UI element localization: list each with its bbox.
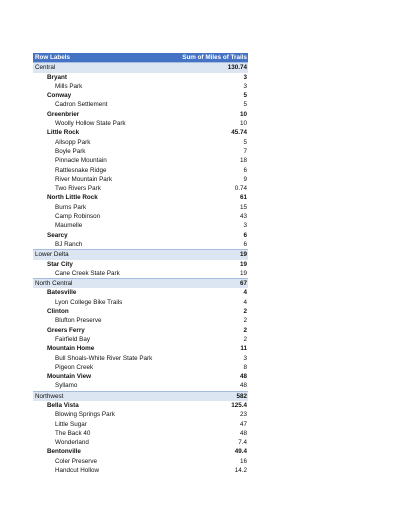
city-label[interactable]: Little Rock bbox=[47, 129, 80, 137]
city-value[interactable]: 125.4 bbox=[231, 401, 247, 409]
city-value[interactable]: 19 bbox=[239, 260, 247, 268]
city-label[interactable]: Bryant bbox=[47, 73, 67, 81]
city-value[interactable]: 11 bbox=[240, 345, 247, 353]
park-row[interactable] bbox=[33, 203, 248, 212]
city-value[interactable]: 4 bbox=[243, 289, 247, 297]
park-label[interactable]: Syllamo bbox=[55, 382, 78, 390]
region-row[interactable] bbox=[33, 279, 248, 289]
park-label[interactable]: Cane Creek State Park bbox=[55, 269, 120, 277]
park-row[interactable] bbox=[33, 381, 248, 391]
park-row[interactable] bbox=[33, 147, 248, 156]
park-value[interactable]: 7 bbox=[243, 147, 247, 155]
park-value[interactable]: 48 bbox=[239, 429, 247, 437]
region-row[interactable] bbox=[33, 250, 248, 260]
park-label[interactable]: Blowing Springs Park bbox=[55, 411, 115, 419]
park-label[interactable]: Pinnacle Mountain bbox=[55, 157, 107, 165]
city-label[interactable]: Clinton bbox=[47, 308, 69, 316]
park-label[interactable]: River Mountain Park bbox=[55, 175, 113, 183]
park-row[interactable] bbox=[33, 410, 248, 419]
region-row[interactable] bbox=[33, 391, 248, 401]
city-row[interactable] bbox=[33, 73, 248, 82]
park-value[interactable]: 18 bbox=[239, 157, 247, 165]
city-label[interactable]: Greenbrier bbox=[47, 110, 80, 118]
park-value[interactable]: 4 bbox=[243, 298, 247, 306]
park-value[interactable]: 5 bbox=[243, 101, 247, 109]
park-label[interactable]: Fairfield Bay bbox=[55, 335, 90, 343]
park-label[interactable]: Two Rivers Park bbox=[55, 185, 101, 193]
park-row[interactable] bbox=[33, 119, 248, 128]
city-label[interactable]: Conway bbox=[47, 92, 72, 100]
park-value[interactable]: 10 bbox=[239, 120, 247, 128]
city-label[interactable]: Searcy bbox=[47, 231, 68, 239]
pivot-table bbox=[33, 53, 248, 475]
city-value[interactable]: 45.74 bbox=[231, 129, 247, 137]
pivot-header-row bbox=[33, 53, 248, 63]
city-label[interactable]: Batesville bbox=[47, 289, 77, 297]
city-value[interactable]: 10 bbox=[239, 110, 247, 118]
park-value[interactable]: 3 bbox=[243, 354, 247, 362]
city-value[interactable]: 3 bbox=[243, 73, 247, 81]
park-value[interactable]: 9 bbox=[243, 175, 247, 183]
city-label[interactable]: Bentonville bbox=[47, 448, 81, 456]
park-row[interactable] bbox=[33, 438, 248, 447]
park-row[interactable] bbox=[33, 82, 248, 91]
park-label[interactable]: Allsopp Park bbox=[55, 138, 91, 146]
park-row[interactable] bbox=[33, 420, 248, 429]
pivot-body bbox=[33, 63, 248, 476]
city-row[interactable] bbox=[33, 401, 248, 410]
city-row[interactable] bbox=[33, 91, 248, 100]
park-row[interactable] bbox=[33, 316, 248, 325]
park-row[interactable] bbox=[33, 298, 248, 307]
park-row[interactable] bbox=[33, 240, 248, 250]
park-value[interactable]: 2 bbox=[243, 317, 247, 325]
park-label[interactable]: Lyon College Bike Trails bbox=[55, 298, 123, 306]
park-row[interactable] bbox=[33, 335, 248, 344]
park-label[interactable]: Camp Robinson bbox=[55, 213, 101, 221]
region-label[interactable]: Lower Delta bbox=[33, 250, 175, 260]
park-value[interactable]: 2 bbox=[243, 335, 247, 343]
city-value[interactable]: 2 bbox=[243, 326, 247, 334]
park-row[interactable] bbox=[33, 221, 248, 230]
city-label[interactable]: Greers Ferry bbox=[47, 326, 85, 334]
park-label[interactable]: Woolly Hollow State Park bbox=[55, 120, 126, 128]
city-label[interactable]: Mountain View bbox=[47, 373, 91, 381]
city-row[interactable] bbox=[33, 110, 248, 119]
park-row[interactable] bbox=[33, 466, 248, 475]
park-label[interactable]: BJ Ranch bbox=[55, 240, 83, 248]
park-value[interactable]: 7.4 bbox=[238, 439, 247, 447]
park-row[interactable] bbox=[33, 354, 248, 363]
city-label[interactable]: Star City bbox=[47, 260, 73, 268]
city-row[interactable] bbox=[33, 193, 248, 202]
park-label[interactable]: The Back 40 bbox=[55, 429, 91, 437]
park-label[interactable]: Burns Park bbox=[55, 203, 87, 211]
park-value[interactable]: 47 bbox=[239, 420, 247, 428]
park-label[interactable]: Boyle Park bbox=[55, 147, 86, 155]
park-label[interactable]: Little Sugar bbox=[55, 420, 87, 428]
park-row[interactable] bbox=[33, 363, 248, 372]
park-row[interactable] bbox=[33, 175, 248, 184]
park-row[interactable] bbox=[33, 156, 248, 165]
park-label[interactable]: Cadron Settlement bbox=[55, 101, 108, 109]
park-value[interactable]: 43 bbox=[239, 213, 247, 221]
park-label[interactable]: Maumelle bbox=[55, 222, 83, 230]
city-row[interactable] bbox=[33, 128, 248, 137]
city-label[interactable]: Bella Vista bbox=[47, 401, 79, 409]
region-value[interactable]: 19 bbox=[175, 250, 248, 260]
park-row[interactable] bbox=[33, 138, 248, 147]
park-label[interactable]: Coler Preserve bbox=[55, 457, 97, 465]
city-value[interactable]: 5 bbox=[243, 92, 247, 100]
park-value[interactable]: 0.74 bbox=[234, 185, 247, 193]
region-label[interactable]: Northwest bbox=[33, 391, 175, 401]
park-value[interactable]: 19 bbox=[239, 269, 247, 277]
city-row[interactable] bbox=[33, 307, 248, 316]
row-labels-header[interactable]: Row Labels bbox=[33, 53, 175, 63]
park-row[interactable] bbox=[33, 429, 248, 438]
park-label[interactable]: Handcut Hollow bbox=[55, 467, 100, 475]
park-value[interactable]: 23 bbox=[239, 411, 247, 419]
region-label[interactable]: Central bbox=[33, 63, 175, 73]
city-row[interactable] bbox=[33, 231, 248, 240]
park-value[interactable]: 15 bbox=[239, 203, 247, 211]
park-row[interactable] bbox=[33, 100, 248, 109]
city-row[interactable] bbox=[33, 288, 248, 297]
city-value[interactable]: 2 bbox=[243, 308, 247, 316]
city-row[interactable] bbox=[33, 260, 248, 269]
park-label[interactable]: Wonderland bbox=[55, 439, 89, 447]
city-row[interactable] bbox=[33, 372, 248, 381]
city-row[interactable] bbox=[33, 326, 248, 335]
city-row[interactable] bbox=[33, 344, 248, 353]
region-value[interactable]: 67 bbox=[175, 279, 248, 289]
city-label[interactable]: North Little Rock bbox=[47, 194, 98, 202]
park-label[interactable]: Blufton Preserve bbox=[55, 317, 102, 325]
region-value[interactable]: 582 bbox=[175, 391, 248, 401]
park-row[interactable] bbox=[33, 184, 248, 193]
city-value[interactable]: 61 bbox=[239, 194, 247, 202]
city-value[interactable]: 49.4 bbox=[234, 448, 247, 456]
city-label[interactable]: Mountain Home bbox=[47, 345, 95, 353]
park-row[interactable] bbox=[33, 166, 248, 175]
park-value[interactable]: 3 bbox=[243, 222, 247, 230]
city-row[interactable] bbox=[33, 447, 248, 456]
park-label[interactable]: Bull Shoals-White River State Park bbox=[55, 354, 153, 362]
park-value[interactable]: 14.2 bbox=[234, 467, 247, 475]
park-value[interactable]: 5 bbox=[243, 138, 247, 146]
park-label[interactable]: Rattlesnake Ridge bbox=[55, 166, 107, 174]
park-label[interactable]: Pigeon Creek bbox=[55, 363, 94, 371]
city-value[interactable]: 6 bbox=[243, 231, 247, 239]
sum-of-miles-header[interactable]: Sum of Miles of Trails bbox=[175, 53, 248, 63]
park-value[interactable]: 6 bbox=[243, 166, 247, 174]
region-label[interactable]: North Central bbox=[33, 279, 175, 289]
city-value[interactable]: 48 bbox=[239, 373, 247, 381]
park-value[interactable]: 8 bbox=[243, 363, 247, 371]
park-value[interactable]: 3 bbox=[243, 82, 247, 90]
park-row[interactable] bbox=[33, 269, 248, 279]
region-value[interactable]: 130.74 bbox=[175, 63, 248, 73]
park-value[interactable]: 16 bbox=[239, 457, 247, 465]
park-label[interactable]: Mills Park bbox=[55, 82, 83, 90]
park-row[interactable] bbox=[33, 212, 248, 221]
park-value[interactable]: 48 bbox=[239, 382, 247, 390]
park-row[interactable] bbox=[33, 457, 248, 466]
region-row[interactable] bbox=[33, 63, 248, 73]
park-value[interactable]: 6 bbox=[243, 240, 247, 248]
